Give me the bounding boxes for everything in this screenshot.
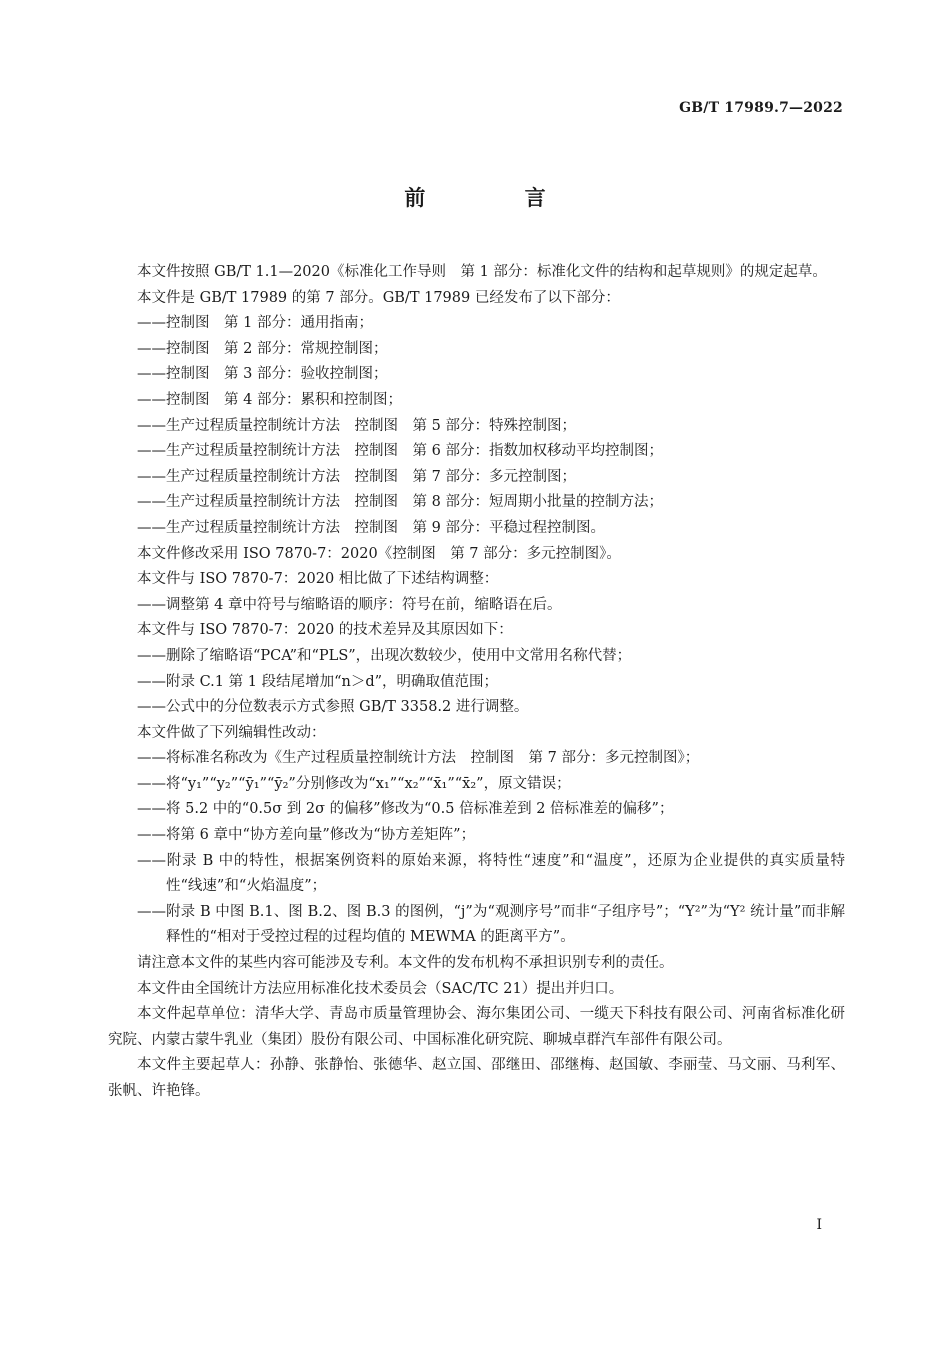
paragraph: 本文件与 ISO 7870-7：2020 相比做了下述结构调整：: [137, 571, 499, 588]
list-item: ——调整第 4 章中符号与缩略语的顺序：符号在前，缩略语在后。: [137, 596, 562, 613]
paragraph: 本文件按照 GB/T 1.1—2020《标准化工作导则 第 1 部分：标准化文件的结构和起草规则》的规定起草。: [137, 264, 827, 280]
paragraph: 本文件与 ISO 7870-7：2020 的技术差异及其原因如下：: [137, 622, 513, 639]
list-item: ——附录 C.1 第 1 段结尾增加“n＞d”，明确取值范围；: [137, 673, 499, 690]
list-item: ——将标准名称改为《生产过程质量控制统计方法 控制图 第 7 部分：多元控制图》；: [137, 750, 700, 767]
list-item: ——将 5.2 中的“0.5σ 到 2σ 的偏移”修改为“0.5 倍标准差到 2 倍标准差的偏移”；: [137, 801, 674, 818]
paragraph: 本文件由全国统计方法应用标准化技术委员会（SAC/TC 21）提出并归口。: [137, 980, 624, 997]
paragraph: 本文件是 GB/T 17989 的第 7 部分。GB/T 17989 已经发布了以下部分：: [137, 289, 620, 306]
list-item: ——控制图 第 1 部分：通用指南；: [137, 315, 373, 332]
standard-code: GB/T 17989.7—2022: [679, 100, 843, 116]
list-item: ——生产过程质量控制统计方法 控制图 第 5 部分：特殊控制图；: [137, 417, 576, 434]
list-item: ——附录 B 中的特性，根据案例资料的原始来源，将特性“速度”和“温度”，还原为企业提供的真实质量特性“线速”和“火焰温度”；: [137, 852, 845, 895]
paragraph: 请注意本文件的某些内容可能涉及专利。本文件的发布机构不承担识别专利的责任。: [137, 955, 674, 972]
list-item: ——控制图 第 3 部分：验收控制图；: [137, 366, 388, 383]
list-item: ——附录 B 中图 B.1、图 B.2、图 B.3 的图例，“j”为“观测序号”而非“子组序号”；“Y²”为“Y² 统计量”而非解释性的“相对于受控过程的过程均值的 MEWMA 的距离平方”。: [137, 903, 845, 946]
list-item: ——生产过程质量控制统计方法 控制图 第 6 部分：指数加权移动平均控制图；: [137, 443, 663, 460]
page-title: 前 言: [404, 186, 592, 210]
list-item: ——生产过程质量控制统计方法 控制图 第 9 部分：平稳过程控制图。: [137, 519, 605, 536]
paragraph: 本文件主要起草人：孙静、张静怡、张德华、赵立国、邵继田、邵继梅、赵国敏、李丽莹、马文丽、马利军、张帆、许艳锋。: [108, 1057, 845, 1099]
list-item: ——生产过程质量控制统计方法 控制图 第 8 部分：短周期小批量的控制方法；: [137, 494, 663, 511]
paragraph: 本文件做了下列编辑性改动：: [137, 724, 326, 741]
list-item: ——将“y₁”“y₂”“ȳ₁”“ȳ₂”分别修改为“x₁”“x₂”“x̄₁”“x̄₂”，原文错误；: [137, 775, 571, 792]
list-item: ——生产过程质量控制统计方法 控制图 第 7 部分：多元控制图；: [137, 468, 576, 485]
list-item: ——将第 6 章中“协方差向量”修改为“协方差矩阵”；: [137, 827, 476, 844]
foreword-body: [108, 260, 845, 1105]
list-item: ——控制图 第 2 部分：常规控制图；: [137, 340, 388, 357]
page-number: I: [816, 1217, 822, 1233]
list-item: ——公式中的分位数表示方式参照 GB/T 3358.2 进行调整。: [137, 699, 529, 716]
list-item: ——控制图 第 4 部分：累积和控制图；: [137, 391, 402, 408]
paragraph: 本文件修改采用 ISO 7870-7：2020《控制图 第 7 部分：多元控制图》。: [137, 545, 621, 562]
paragraph: 本文件起草单位：清华大学、青岛市质量管理协会、海尔集团公司、一缆天下科技有限公司、河南省标准化研究院、内蒙古蒙牛乳业（集团）股份有限公司、中国标准化研究院、聊城卓群汽车部件有限公司。: [108, 1006, 845, 1048]
list-item: ——删除了缩略语“PCA”和“PLS”，出现次数较少，使用中文常用名称代替；: [137, 647, 632, 664]
